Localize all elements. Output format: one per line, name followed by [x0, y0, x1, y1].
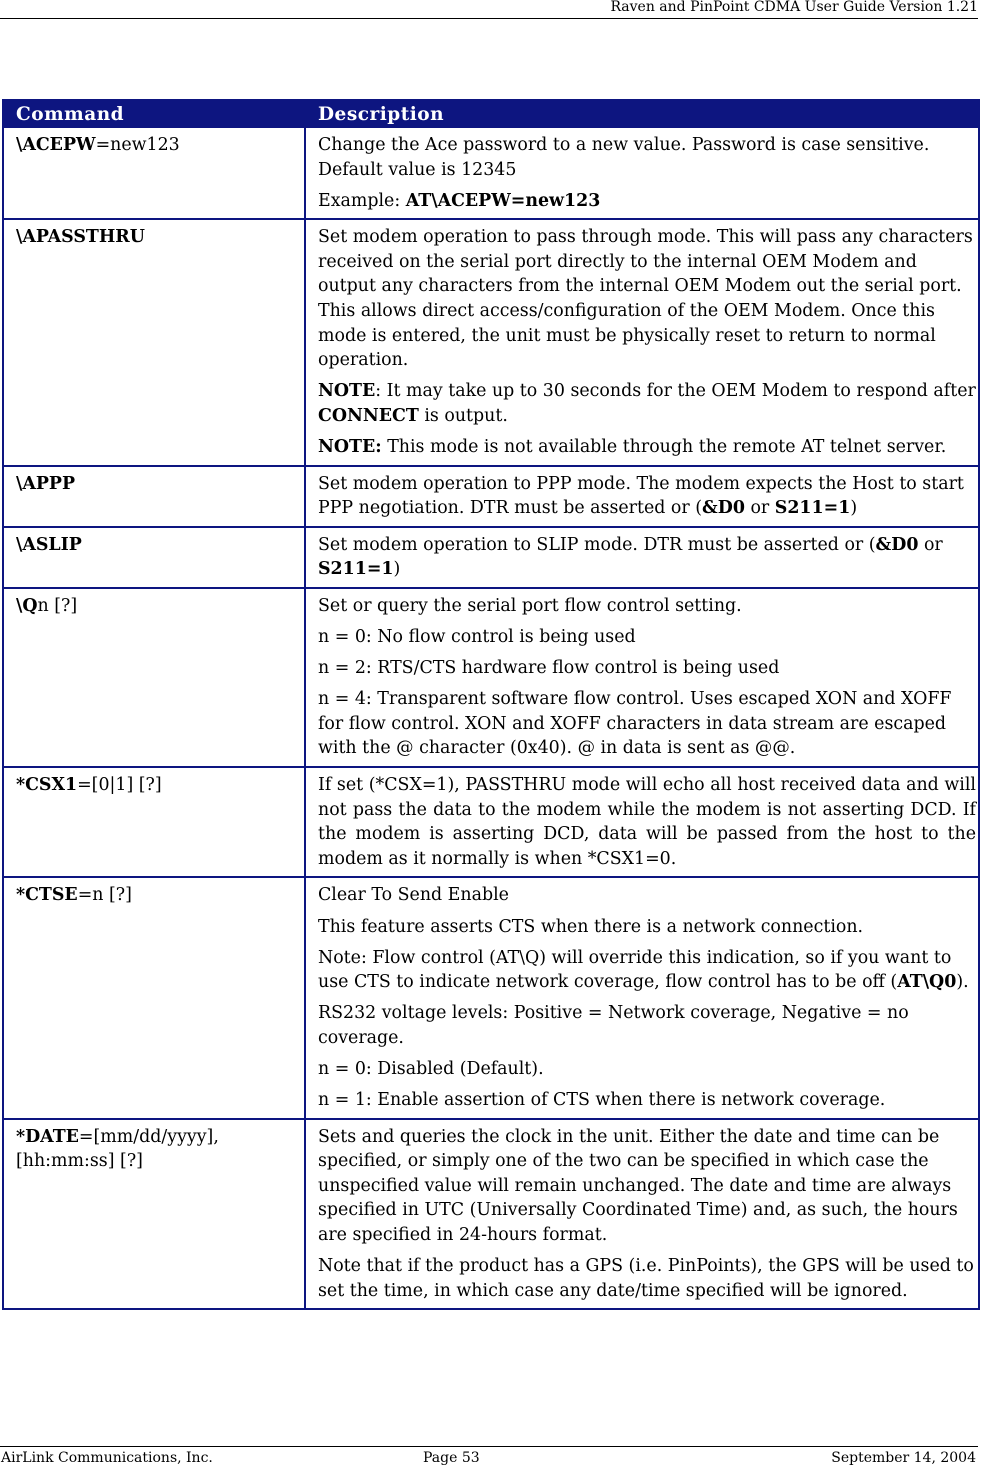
table-row: [3, 1119, 979, 1310]
description-text: Change the Ace password to a new value. Password is case sensitive. Default value is 12345: [318, 135, 930, 180]
description-text: n = 1: Enable assertion of CTS when there is network coverage.: [318, 1090, 886, 1111]
description-text: Set modem operation to PPP mode. The modem expects the Host to start PPP negotiation. DTR must be asserted or (&D0 or S211=1): [318, 473, 964, 519]
description-text: n = 0: Disabled (Default).: [318, 1059, 544, 1079]
description-cell: [305, 877, 979, 1118]
description-text: n = 0: No flow control is being used: [318, 627, 636, 648]
description-note: NOTE: It may take up to 30 seconds for the OEM Modem to respond after CONNECT is output.: [318, 381, 976, 426]
description-cell: [305, 127, 979, 219]
description-cell: [305, 466, 979, 527]
table-row: [3, 767, 979, 877]
command-cell: *CSX1=[0|1] [?]: [3, 767, 305, 877]
description-text: Example: AT\ACEPW=new123: [318, 190, 601, 211]
description-text: Set modem operation to pass through mode. This will pass any characters received on the serial port directly to the internal OEM Modem and output any characters from the internal OEM Modem out the serial port. This allows direct access/configuration of the OEM Modem. Once this mode is entered, the unit must be physically reset to return to normal operation.: [318, 227, 973, 371]
footer-date: September 14, 2004: [831, 1450, 976, 1466]
document-title: Raven and PinPoint CDMA User Guide Version 1.21: [610, 0, 978, 15]
command-cell: \Qn [?]: [3, 588, 305, 767]
footer-company: AirLink Communications, Inc.: [1, 1450, 213, 1466]
command-cell: \APPP: [3, 466, 305, 527]
description-text: Note: Flow control (AT\Q) will override this indication, so if you want to use CTS to indicate network coverage, flow control has to be off (AT\Q0).: [318, 947, 969, 993]
description-cell: [305, 1119, 979, 1310]
description-note: NOTE: This mode is not available through the remote AT telnet server.: [318, 437, 947, 458]
description-text: Note that if the product has a GPS (i.e. PinPoints), the GPS will be used to set the time, in which case any date/time specified will be ignored.: [318, 1256, 974, 1301]
description-text: Set modem operation to SLIP mode. DTR must be asserted or (&D0 or S211=1): [318, 534, 943, 580]
table-row: [3, 127, 979, 219]
page-footer: [0, 1446, 978, 1467]
description-text: Clear To Send Enable: [318, 885, 509, 906]
description-cell: [305, 588, 979, 767]
description-text: This feature asserts CTS when there is a network connection.: [318, 916, 864, 937]
table-row: [3, 466, 979, 527]
command-cell: \ACEPW=new123: [3, 127, 305, 219]
column-header-command: Command: [3, 100, 305, 127]
description-cell: [305, 767, 979, 877]
footer-page-number: Page 53: [423, 1450, 480, 1466]
description-text: Set or query the serial port flow control setting.: [318, 596, 742, 616]
description-text: If set (*CSX=1), PASSTHRU mode will echo all host received data and will not pass the data to the modem while the modem is not asserting DCD. If the modem is asserting DCD, data will be passed from the host to the modem as it normally is when *CSX1=0.: [318, 775, 976, 869]
table-row: [3, 219, 979, 465]
description-text: Sets and queries the clock in the unit. Either the date and time can be specified, or simply one of the two can be specified in which case the unspecified value will remain unchanged. The date and time are always specified in UTC (Universally Coordinated Time) and, as such, the hours are specified in 24-hours format.: [318, 1126, 958, 1246]
command-cell: *CTSE=n [?]: [3, 877, 305, 1118]
description-text: RS232 voltage levels: Positive = Network coverage, Negative = no coverage.: [318, 1003, 909, 1048]
command-cell: \ASLIP: [3, 527, 305, 588]
table-header-row: [3, 100, 979, 127]
table-row: [3, 877, 979, 1118]
description-cell: [305, 219, 979, 465]
description-cell: [305, 527, 979, 588]
table-row: [3, 588, 979, 767]
command-cell: \APASSTHRU: [3, 219, 305, 465]
column-header-description: Description: [305, 100, 979, 127]
description-text: n = 4: Transparent software flow control. Uses escaped XON and XOFF for flow control. XON and XOFF characters in data stream are escaped with the @ character (0x40). @ in data is sent as @@.: [318, 689, 952, 759]
command-cell: *DATE=[mm/dd/yyyy],[hh:mm:ss] [?]: [3, 1119, 305, 1310]
table-row: [3, 527, 979, 588]
command-table: [2, 99, 980, 1310]
page-header: [0, 0, 978, 19]
description-text: n = 2: RTS/CTS hardware flow control is being used: [318, 658, 780, 679]
